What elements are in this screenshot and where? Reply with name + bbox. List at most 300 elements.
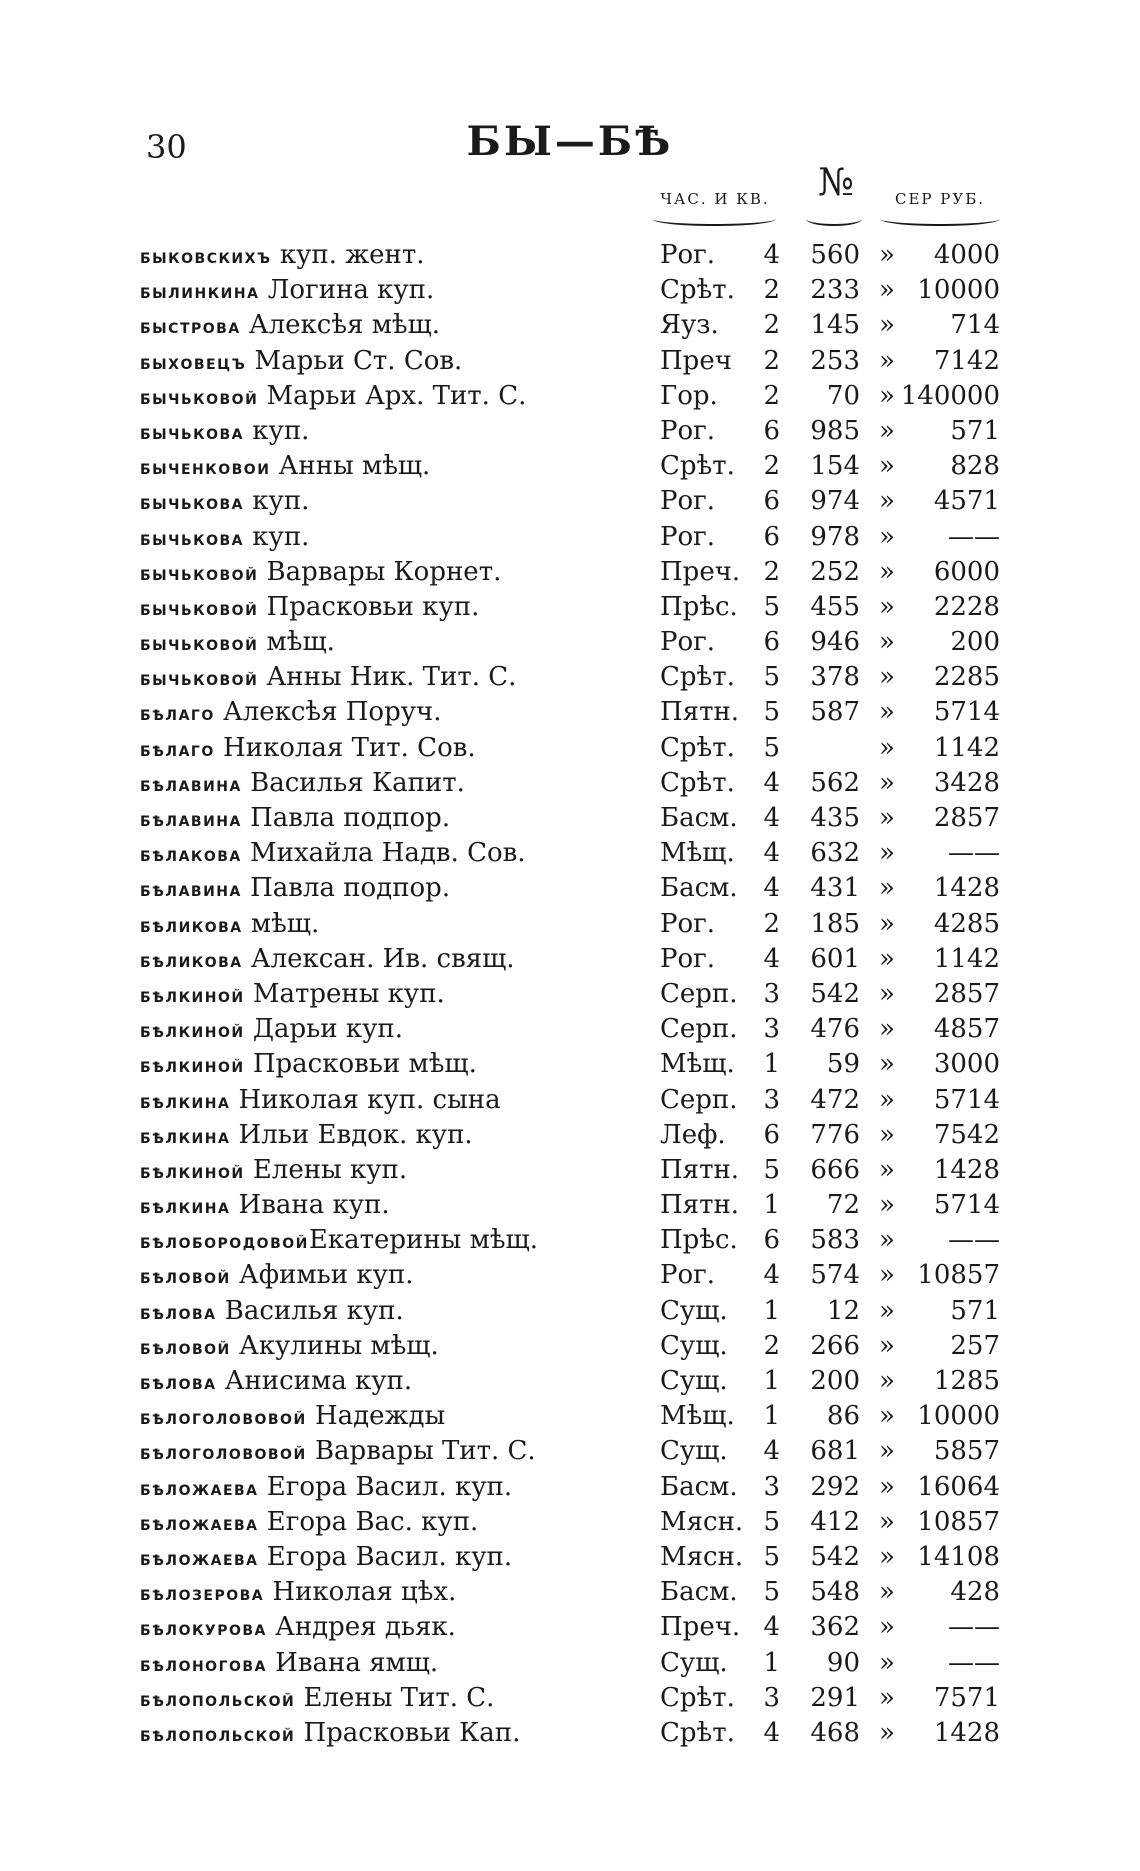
entry-given-name: Матрены куп. [244,978,445,1009]
register-entry [140,414,1010,449]
entry-ditto-mark: » [879,1330,895,1361]
entry-quarter: 6 [763,486,780,517]
entry-surname: бычьковой [140,666,259,691]
entry-part: Рог. [660,943,716,974]
entry-name [140,1399,660,1435]
entry-part: Сущ. [660,1330,728,1361]
register-entry [140,766,1010,801]
entry-given-name: Марьи Ст. Сов. [246,345,463,376]
entry-ditto-mark: » [879,803,895,833]
entry-amount: 10857 [917,1260,1000,1291]
entry-ditto-mark: » [879,697,895,728]
column-brace-part [652,212,776,226]
entry-name [140,273,660,309]
entry-part: Мѣщ. [660,838,735,869]
entry-given-name: Василья Капит. [241,767,465,798]
entry-number: 253 [810,345,860,376]
entry-amount: 1142 [933,943,1000,974]
entry-name [140,1083,660,1119]
entry-given-name: Павла подпор. [241,803,451,833]
entry-ditto-mark: » [879,380,895,411]
entry-name [140,907,660,943]
register-entry [140,625,1010,660]
entry-name [140,1681,660,1717]
entry-amount: 4285 [933,908,1000,939]
entry-name [140,1047,660,1083]
entry-number: 560 [810,240,860,270]
entry-given-name: Егора Вас. куп. [258,1506,479,1537]
entry-number: 455 [810,591,860,622]
entry-given-name: куп. жент. [271,240,425,270]
entry-ditto-mark: » [879,1366,895,1396]
entry-ditto-mark: » [879,1225,895,1256]
entry-number: 472 [810,1084,860,1115]
entry-amount: 2285 [933,662,1000,693]
entry-amount: 1428 [933,1717,1000,1748]
entry-name [140,308,660,344]
entry-name [140,1646,660,1682]
entry-quarter: 1 [763,1401,780,1432]
entry-surname: бѣложаева [140,1545,259,1570]
entry-surname: бычьковой [140,595,259,620]
entry-surname: бѣлакова [140,842,242,867]
entry-number: 542 [810,1541,860,1572]
entry-name [140,1610,660,1646]
entry-part: Серп. [660,978,738,1009]
entry-given-name: мѣщ. [258,627,335,658]
entry-given-name: Прасковьи куп. [258,591,480,622]
entry-ditto-mark: » [879,1647,895,1678]
entry-surname: бѣлова [140,1299,217,1324]
entry-surname: бѣлоногова [140,1651,267,1676]
entry-amount: 428 [950,1577,1000,1608]
entry-number: 72 [826,1190,860,1221]
entry-amount: 714 [950,310,1000,341]
entry-surname: бѣлобородовой [140,1229,309,1254]
entry-amount: 7142 [933,345,1000,376]
entry-name [140,766,660,802]
entry-amount: 828 [950,451,1000,482]
entry-part: Серп. [660,1084,738,1115]
entry-name [140,1258,660,1294]
entry-name [140,590,660,626]
entry-surname: бѣлаго [140,736,215,761]
entry-surname: бѣлокурова [140,1616,267,1641]
register-entry [140,1153,1010,1188]
entry-name [140,379,660,415]
entry-part: Яуз. [660,310,719,341]
entry-ditto-mark: » [879,662,895,693]
entry-amount: 5714 [933,1084,1000,1115]
entry-ditto-mark: » [879,838,895,869]
entry-number: 548 [810,1577,860,1608]
entry-amount: 10857 [917,1506,1000,1537]
entry-surname: бѣлкиной [140,1053,245,1078]
entry-name [140,871,660,907]
entry-amount: 1428 [933,873,1000,904]
entry-surname: бѣлавина [140,807,242,831]
column-brace-rubles [880,212,1000,226]
entry-given-name: Василья куп. [216,1295,404,1326]
entry-number: 362 [810,1612,860,1643]
entry-name [140,660,660,696]
entry-quarter: 4 [763,1260,780,1291]
entry-part: Рог. [660,908,716,939]
entry-given-name: Екатерины мѣщ. [308,1225,538,1256]
register-entry [140,977,1010,1012]
entry-part: Прѣс. [660,1225,738,1256]
register-entry [140,1118,1010,1153]
entry-part: Рог. [660,415,716,446]
entry-name [140,449,660,485]
entry-given-name: Дарьи куп. [244,1014,403,1045]
entry-number: 59 [826,1049,860,1080]
entry-part: Срѣт. [660,451,735,482]
entry-quarter: 2 [763,275,780,306]
register-entry [140,1505,1010,1540]
entry-quarter: 4 [763,943,780,974]
register-entry [140,1258,1010,1293]
entry-given-name: Николая Тит. Сов. [214,732,476,763]
entry-part: Срѣт. [660,1682,735,1713]
register-entry [140,1646,1010,1681]
entry-amount: —— [948,1612,1000,1643]
entry-quarter: 3 [763,1014,780,1045]
entry-ditto-mark: » [879,767,895,798]
register-entry [140,273,1010,308]
entry-surname: бѣлавина [140,771,242,796]
entry-part: Рог. [660,486,716,517]
register-entry [140,1012,1010,1047]
entry-number: 12 [826,1295,860,1326]
entry-part: Басм. [660,803,738,833]
entry-name [140,344,660,380]
entry-surname: быковскихъ [140,244,272,268]
entry-ditto-mark: » [879,1436,895,1467]
entry-part: Преч. [660,556,741,587]
entry-part: Срѣт. [660,1717,735,1748]
entry-quarter: 1 [763,1295,780,1326]
entry-number: 200 [810,1366,860,1396]
entry-part: Преч. [660,1612,741,1643]
entry-quarter: 4 [763,1436,780,1467]
entry-surname: бѣложаева [140,1510,259,1535]
entry-amount: 7571 [933,1682,1000,1713]
entry-given-name: куп. [244,415,310,446]
entry-given-name: Павла подпор. [241,873,451,904]
entry-amount: 4857 [933,1014,1000,1045]
entry-ditto-mark: » [879,978,895,1009]
entry-part: Срѣт. [660,662,735,693]
running-head: БЫ—БѢ [466,118,674,165]
entry-quarter: 4 [763,803,780,833]
register-entry [140,1188,1010,1223]
entry-number: 476 [810,1014,860,1045]
entry-amount: 4571 [933,486,1000,517]
entry-ditto-mark: » [879,1506,895,1537]
register-entry [140,1434,1010,1469]
entry-surname: бѣлоголововой [140,1405,307,1430]
entry-given-name: Афимьи куп. [230,1260,414,1291]
entry-part: Рог. [660,521,716,552]
entry-ditto-mark: » [879,451,895,482]
entry-amount: —— [948,1225,1000,1256]
entry-number: 252 [810,556,860,587]
entry-given-name: Елены куп. [244,1154,408,1185]
entry-surname: бѣловой [140,1334,231,1359]
entry-quarter: 2 [763,908,780,939]
entry-quarter: 6 [763,415,780,446]
register-entry [140,555,1010,590]
entry-amount: 1428 [933,1154,1000,1185]
entry-name [140,942,660,978]
entry-quarter: 2 [763,1330,780,1361]
entry-surname: бычькова [140,419,245,444]
entry-quarter: 3 [763,978,780,1009]
register-entry [140,660,1010,695]
entry-number: 666 [810,1154,860,1185]
entry-surname: быченковои [140,455,271,480]
entry-ditto-mark: » [879,275,895,306]
entry-ditto-mark: » [879,1682,895,1713]
entry-ditto-mark: » [879,591,895,622]
entry-ditto-mark: » [879,732,895,763]
entry-ditto-mark: » [879,345,895,376]
entry-number: 378 [810,662,860,693]
entry-given-name: Прасковьи Кап. [295,1717,521,1748]
entry-amount: 571 [950,415,1000,446]
entry-ditto-mark: » [879,521,895,552]
entry-number: 145 [810,310,860,341]
entry-part: Сущ. [660,1647,728,1678]
register-entry [140,907,1010,942]
entry-name [140,801,660,837]
register-entry [140,1294,1010,1329]
entry-given-name: Николая цѣх. [264,1577,457,1608]
entry-given-name: Егора Васил. куп. [258,1541,513,1572]
entry-number: 90 [826,1647,860,1678]
entry-surname: бѣлкиной [140,1018,245,1043]
register-entry [140,344,1010,379]
entry-quarter: 4 [763,873,780,904]
register-entry [140,836,1010,871]
entry-name [140,836,660,872]
register-entry [140,520,1010,555]
entry-part: Гор. [660,380,718,411]
entry-quarter: 1 [763,1049,780,1080]
entry-amount: 1285 [933,1366,1000,1396]
entry-surname: бѣлопольской [140,1721,296,1746]
register-entry [140,379,1010,414]
entry-given-name: Анисима куп. [216,1366,413,1396]
entry-surname: бѣлавина [140,877,242,902]
entry-part: Серп. [660,1014,738,1045]
entry-surname: бѣлкиной [140,982,245,1007]
entry-ditto-mark: » [879,1260,895,1291]
entry-given-name: куп. [244,486,310,517]
column-header-silver-rubles: СЕР РУБ. [894,190,985,208]
entry-ditto-mark: » [879,1471,895,1502]
entry-amount: 10000 [917,275,1000,306]
entry-amount: 3428 [933,767,1000,798]
register-entry [140,801,1010,836]
entry-amount: 5714 [933,1190,1000,1221]
entry-given-name: Надежды [306,1401,446,1432]
entry-ditto-mark: » [879,310,895,341]
entry-ditto-mark: » [879,415,895,446]
entry-part: Прѣс. [660,591,738,622]
entry-part: Мясн. [660,1541,744,1572]
entry-quarter: 5 [763,662,780,693]
entry-ditto-mark: » [879,486,895,517]
register-entry [140,695,1010,730]
register-entry [140,484,1010,519]
entry-surname: бычьковой [140,384,259,409]
entry-surname: бѣликова [140,947,243,972]
entry-number: 632 [810,838,860,869]
entry-ditto-mark: » [879,240,895,270]
entry-number: 266 [810,1330,860,1361]
entry-amount: 6000 [933,556,1000,587]
entry-quarter: 5 [763,1577,780,1608]
entry-ditto-mark: » [879,1717,895,1748]
entry-amount: 16064 [917,1471,1000,1502]
entry-quarter: 4 [763,1612,780,1643]
entry-quarter: 3 [763,1084,780,1115]
entry-number: 681 [810,1436,860,1467]
entry-quarter: 5 [763,1506,780,1537]
entry-given-name: Прасковьи мѣщ. [244,1049,477,1080]
entry-number: 292 [810,1471,860,1502]
entry-quarter: 5 [763,732,780,763]
entry-given-name: Анны мѣщ. [270,451,431,482]
entry-given-name: Андрея дьяк. [266,1612,456,1643]
entry-quarter: 5 [763,1154,780,1185]
entry-name [140,1575,660,1611]
entry-amount: 257 [950,1330,1000,1361]
entry-amount: 5714 [933,697,1000,728]
entry-amount: 5857 [933,1436,1000,1467]
entry-surname: бѣлозерова [140,1581,265,1606]
entry-ditto-mark: » [879,908,895,939]
entry-ditto-mark: » [879,1612,895,1643]
register-entry [140,308,1010,343]
entry-amount: 2228 [933,591,1000,622]
entry-given-name: Алексѣя мѣщ. [240,310,441,341]
entry-ditto-mark: » [879,873,895,904]
entry-name [140,1364,660,1400]
entry-name [140,1329,660,1365]
entry-number: 542 [810,978,860,1009]
entry-quarter: 3 [763,1682,780,1713]
entry-given-name: Анны Ник. Тит. С. [258,662,517,693]
entry-surname: бѣлоголововой [140,1440,307,1465]
entry-number: 431 [810,873,860,904]
entry-amount: 200 [950,627,1000,658]
entry-part: Срѣт. [660,732,735,763]
entry-quarter: 4 [763,838,780,869]
entry-amount: 4000 [933,240,1000,270]
entry-amount: 1142 [933,732,1000,763]
entry-part: Пятн. [660,697,740,728]
register-entry [140,1047,1010,1082]
entry-surname: бѣловой [140,1264,231,1289]
register-entry [140,731,1010,766]
entry-number: 978 [810,521,860,552]
entry-amount: 7542 [933,1119,1000,1150]
column-brace-number [806,212,862,226]
entry-number: 185 [810,908,860,939]
entry-part: Сущ. [660,1366,728,1396]
entry-quarter: 2 [763,310,780,341]
entry-number: 70 [826,380,860,411]
entry-quarter: 2 [763,556,780,587]
entry-ditto-mark: » [879,1577,895,1608]
entry-surname: бѣликова [140,912,243,937]
entry-given-name: Варвары Корнет. [258,556,502,587]
register-entry [140,1610,1010,1645]
entry-quarter: 2 [763,345,780,376]
entry-amount: —— [948,521,1000,552]
entry-quarter: 5 [763,591,780,622]
register-entry [140,1223,1010,1258]
entry-name [140,1540,660,1576]
entry-surname: бычькова [140,490,245,515]
entry-part: Мѣщ. [660,1049,735,1080]
entry-amount: 10000 [917,1401,1000,1432]
entry-part: Рог. [660,240,716,270]
entry-part: Преч [660,345,732,376]
entry-amount: 140000 [900,380,1000,411]
entry-part: Сущ. [660,1436,728,1467]
entry-quarter: 4 [763,1717,780,1748]
entry-quarter: 6 [763,1119,780,1150]
entry-amount: 3000 [933,1049,1000,1080]
entry-number: 776 [810,1119,860,1150]
entry-part: Рог. [660,1260,716,1291]
entry-amount: 571 [950,1295,1000,1326]
entry-name [140,1716,660,1752]
entry-number: 985 [810,415,860,446]
entry-surname: бычьковой [140,560,259,585]
entry-number: 974 [810,486,860,517]
entry-ditto-mark: » [879,1541,895,1572]
entry-number: 587 [810,697,860,728]
entry-given-name: Егора Васил. куп. [258,1471,513,1502]
entry-number: 574 [810,1260,860,1291]
entry-ditto-mark: » [879,1014,895,1045]
entry-part: Пятн. [660,1154,740,1185]
entry-name [140,1294,660,1330]
entry-quarter: 6 [763,521,780,552]
entry-ditto-mark: » [879,1190,895,1221]
page-number: 30 [146,128,187,166]
entry-part: Мясн. [660,1506,744,1537]
entry-given-name: Ивана куп. [230,1190,390,1221]
entry-name [140,695,660,731]
register-entry [140,942,1010,977]
entry-number: 233 [810,275,860,306]
entry-ditto-mark: » [879,943,895,974]
entry-surname: бѣлопольской [140,1686,296,1711]
entry-number: 562 [810,767,860,798]
entry-amount: 2857 [933,803,1000,833]
entry-surname: былинкина [140,279,260,304]
entry-surname: быстрова [140,314,241,339]
entry-quarter: 6 [763,1225,780,1256]
entry-part: Рог. [660,627,716,658]
entry-quarter: 3 [763,1471,780,1502]
